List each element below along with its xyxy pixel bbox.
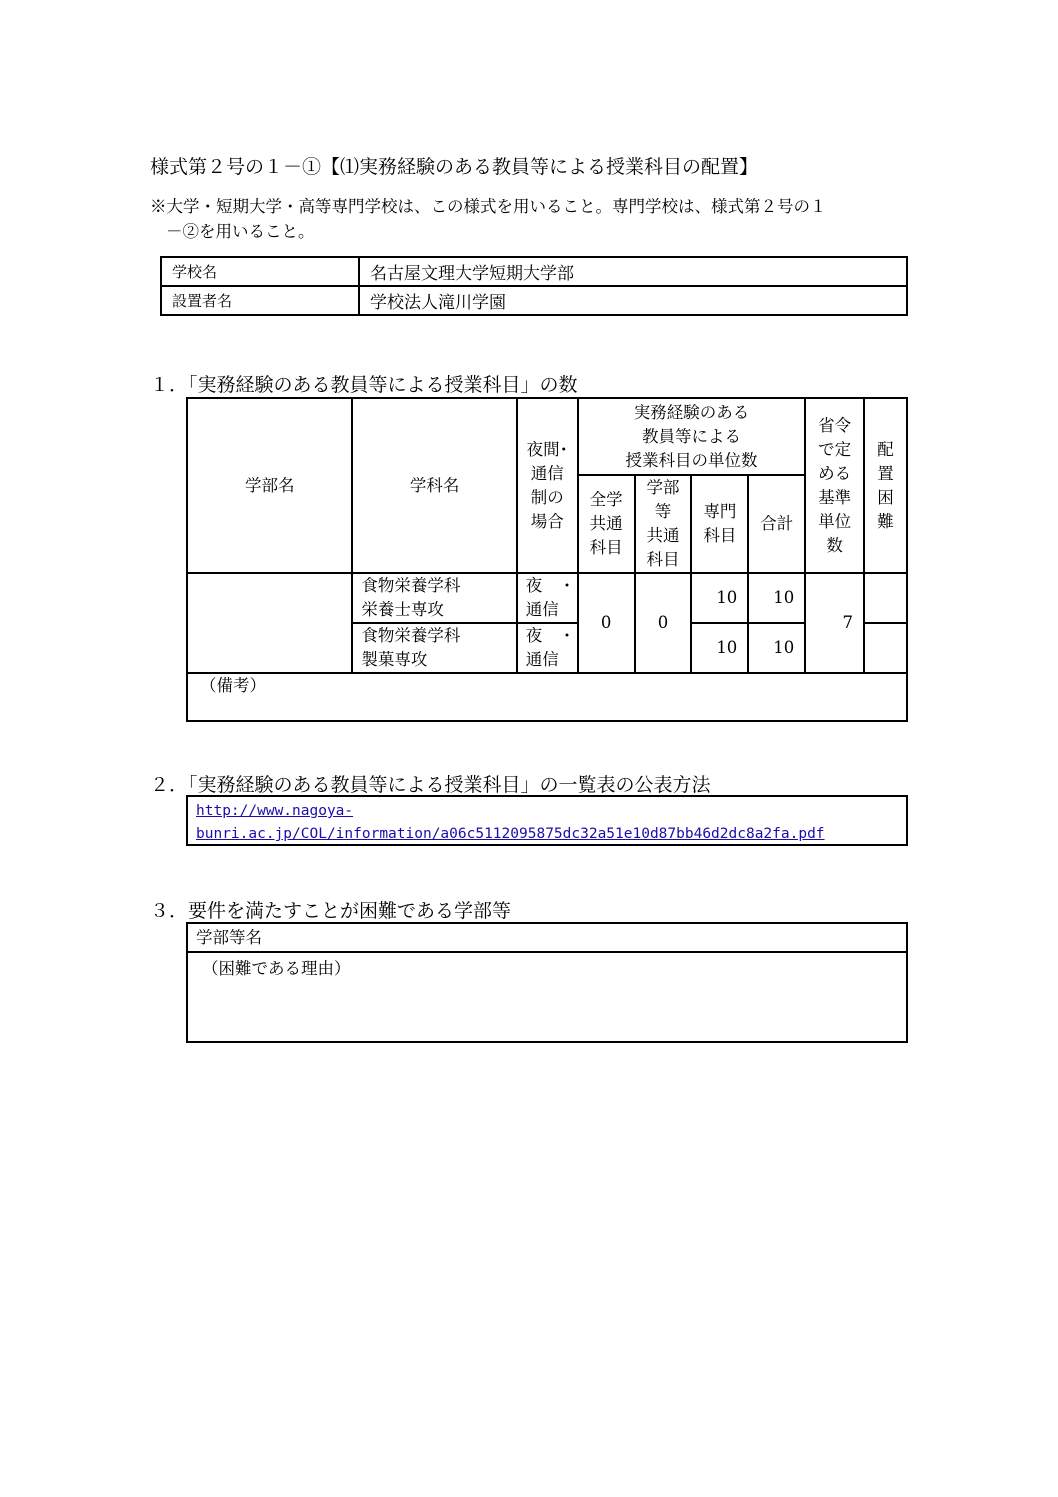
founder-label: 設置者名 — [161, 286, 359, 315]
course-count-table — [186, 397, 908, 722]
specialized-value: 10 — [691, 623, 748, 673]
section-2-heading: ２．「実務経験のある教員等による授業科目」の一覧表の公表方法 — [150, 774, 711, 796]
header-faculty-common: 学部 等 共通 科目 — [635, 475, 692, 573]
total-value: 10 — [748, 623, 805, 673]
founder-row — [161, 286, 907, 315]
total-value: 10 — [748, 573, 805, 623]
remarks-row — [187, 673, 907, 721]
section-3-heading: ３．要件を満たすことが困難である学部等 — [150, 900, 512, 922]
faculty-common-value: 0 — [635, 573, 692, 673]
difficulty-cell — [864, 573, 907, 623]
mode-cell: 夜 ・ 通信 — [517, 623, 578, 673]
header-university-common: 全学 共通 科目 — [578, 475, 635, 573]
faculty-cell — [187, 573, 352, 673]
remarks-cell: （備考） — [187, 673, 907, 721]
standard-units-value: 7 — [805, 573, 864, 673]
publication-url-box — [186, 795, 908, 846]
mode-cell: 夜 ・ 通信 — [517, 573, 578, 623]
university-common-value: 0 — [578, 573, 635, 673]
difficulty-table — [186, 922, 908, 1043]
header-standard-units: 省令 で定 める 基準 単位 数 — [805, 398, 864, 573]
header-night-correspondence: 夜間･ 通信 制の 場合 — [517, 398, 578, 573]
reason-label: （困難である理由） — [202, 959, 351, 978]
department-cell: 食物栄養学科 製菓専攻 — [352, 623, 516, 673]
header-specialized: 専門 科目 — [691, 475, 748, 573]
instruction-note — [150, 194, 827, 244]
publication-url-link[interactable]: http://www.nagoya- bunri.ac.jp/COL/information/a06c5112095875dc32a51e10d87bb46d2dc8a2fa.pdf — [196, 803, 825, 842]
department-cell: 食物栄養学科 栄養士専攻 — [352, 573, 516, 623]
school-info-table — [160, 256, 908, 316]
table-row — [187, 573, 907, 623]
header-total: 合計 — [748, 475, 805, 573]
note-line-1: ※大学・短期大学・高等専門学校は、この様式を用いること。専門学校は、様式第２号の１ — [150, 197, 827, 216]
section-1-heading: １．「実務経験のある教員等による授業科目」の数 — [150, 374, 578, 396]
header-department: 学科名 — [352, 398, 516, 573]
header-placement-difficulty: 配 置 困 難 — [864, 398, 907, 573]
specialized-value: 10 — [691, 573, 748, 623]
difficulty-cell — [864, 623, 907, 673]
note-line-2: －②を用いること。 — [166, 222, 315, 241]
form-title: 様式第２号の１－①【⑴実務経験のある教員等による授業科目の配置】 — [150, 156, 759, 178]
school-name-label: 学校名 — [161, 257, 359, 286]
school-name-value: 名古屋文理大学短期大学部 — [359, 257, 907, 286]
founder-value: 学校法人滝川学園 — [359, 286, 907, 315]
header-row-1 — [187, 398, 907, 475]
header-credit-units: 実務経験のある 教員等による 授業科目の単位数 — [578, 398, 805, 475]
header-faculty: 学部名 — [187, 398, 352, 573]
faculty-name-label: 学部等名 — [188, 924, 906, 953]
school-row — [161, 257, 907, 286]
